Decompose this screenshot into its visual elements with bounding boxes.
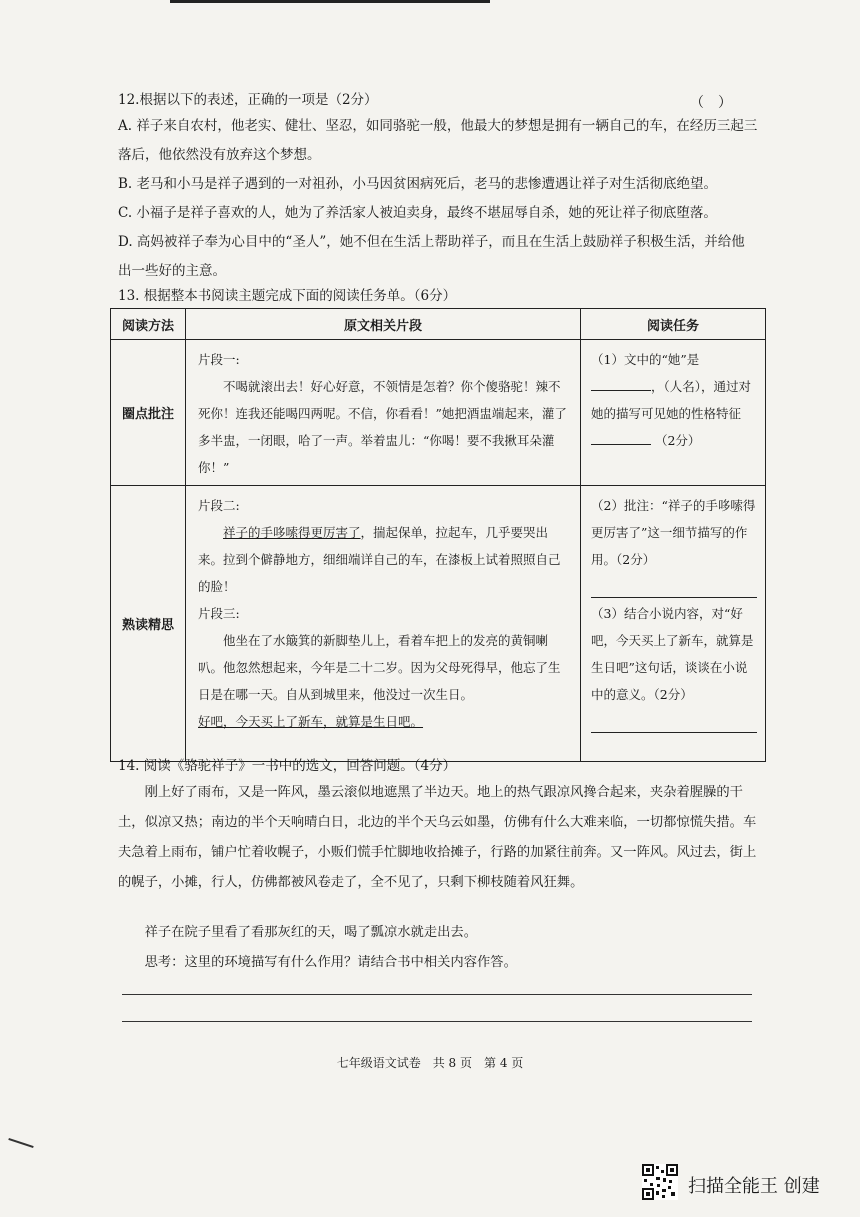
fragment-two-text [198,519,570,600]
fragment-two-rest: ，揣起保单，拉起车，几乎要哭出来。拉到个僻静地方，细细端详自己的车，在漆板上试着照照自己的脸！ [198,525,561,594]
q14-stem: 14. 阅读《骆驼祥子》一书中的选文，回答问题。（4分） [118,758,457,774]
q14-think-prompt: 思考：这里的环境描写有什么作用？请结合书中相关内容作答。 [144,955,517,970]
answer-line-1[interactable] [122,994,752,995]
task-one-score: （2分） [654,433,701,448]
q12-option-a: A. 祥子来自农村，他老实、健壮、坚忍，如同骆驼一般，他最大的梦想是拥有一辆自己的车，在经历三起三落后，他依然没有放弃这个梦想。 [118,118,758,163]
reading-task-table [110,308,766,762]
answer-line-2[interactable] [122,1021,752,1022]
scan-edge-mark [170,0,490,3]
fragment-two-underlined: 祥子的手哆嗦得更厉害了 [223,525,361,540]
task-three-text: （3）结合小说内容，对“好吧，今天买上了新车，就算是生日吧”这句话，谈谈在小说中的意义。（2分） [591,606,754,702]
fragments-two-three [186,486,581,762]
q12-option-d: D. 高妈被祥子奉为心目中的“圣人”，她不但在生活上帮助祥子，而且在生活上鼓励祥子积极生活，并给他出一些好的主意。 [118,234,745,279]
task-one-text-a: （1）文中的“她”是 [591,352,700,367]
fragment-one-title: 片段一: [198,352,240,367]
fragment-three-text: 他坐在了水簸箕的新脚垫儿上，看着车把上的发亮的黄铜喇叭。他忽然想起来，今年是二十二岁。因为父母死得早，他忘了生日是在哪一天。自从到城里来，他没过一次生日。 [198,633,561,702]
header-task: 阅读任务 [581,309,766,340]
q13-stem: 13. 根据整本书阅读主题完成下面的阅读任务单。（6分） [118,288,457,304]
header-method: 阅读方法 [111,309,186,340]
fragment-three-underlined: 好吧，今天买上了新车，就算是生日吧。 [198,714,424,729]
task-one-name-blank[interactable] [591,378,651,391]
q12-stem: 12.根据以下的表述，正确的一项是（2分） [118,92,378,108]
scanner-brand-text: 扫描全能王 创建 [688,1176,820,1197]
q12-option-b: B. 老马和小马是祥子遇到的一对祖孙，小马因贫困病死后，老马的悲惨遭遇让祥子对生活彻底绝望。 [118,176,718,192]
q14-passage-p1: 刚上好了雨布，又是一阵风，墨云滚似地遮黑了半边天。地上的热气跟凉风搀合起来，夹杂着腥臊的干土，似凉又热；南边的半个天响晴白日，北边的半个天乌云如墨，仿佛有什么大难来临，一切都惊慌失措。车夫急着上雨布，铺户忙着收幌子，小贩们慌手忙脚地收拾摊子，行路的加紧往前奔。又一阵风。风过去，街上的幌子，小摊，行人，仿佛都被风卷走了，全不见了，只剩下柳枝随着风狂舞。 [118,785,757,890]
fragment-two-title: 片段二: [198,498,240,513]
page-footer: 七年级语文试卷 共 8 页 第 4 页 [336,1056,524,1070]
task-two-answer-line[interactable] [591,579,757,598]
header-fragment: 原文相关片段 [186,309,581,340]
fragment-one-text: 不喝就滚出去！好心好意，不领情是怎着？你个傻骆驼！辣不死你！连我还能喝四两呢。不信，你看看！”她把酒盅端起来，灌了多半盅，一闭眼，哈了一声。举着盅儿：“你喝！要不我揪耳朵灌你！” [198,379,567,475]
tasks-two-three [581,486,766,762]
task-two-text: （2）批注：“祥子的手哆嗦得更厉害了”这一细节描写的作用。（2分） [591,498,756,567]
method-annotation: 圈点批注 [111,340,186,486]
q12-option-c: C. 小福子是祥子喜欢的人，她为了养活家人被迫卖身，最终不堪屈辱自杀，她的死让祥子彻底堕落。 [118,205,717,221]
task-three-answer-line[interactable] [591,714,757,733]
q14-passage-p2: 祥子在院子里看了看那灰红的天，喝了瓢凉水就走出去。 [144,925,478,940]
method-close-reading: 熟读精思 [111,486,186,762]
q12-answer-paren[interactable]: （ ） [690,95,732,111]
scan-artifact [8,1138,33,1148]
fragment-three-title: 片段三: [198,606,240,621]
scanner-watermark [642,1164,852,1204]
task-one-text-b: ，（人名），通过对她的描写可见她的性格特征 [591,379,752,421]
task-one-trait-blank[interactable] [591,432,651,445]
task-one [581,340,766,486]
fragment-one [186,340,581,486]
qr-code-icon [642,1164,678,1200]
